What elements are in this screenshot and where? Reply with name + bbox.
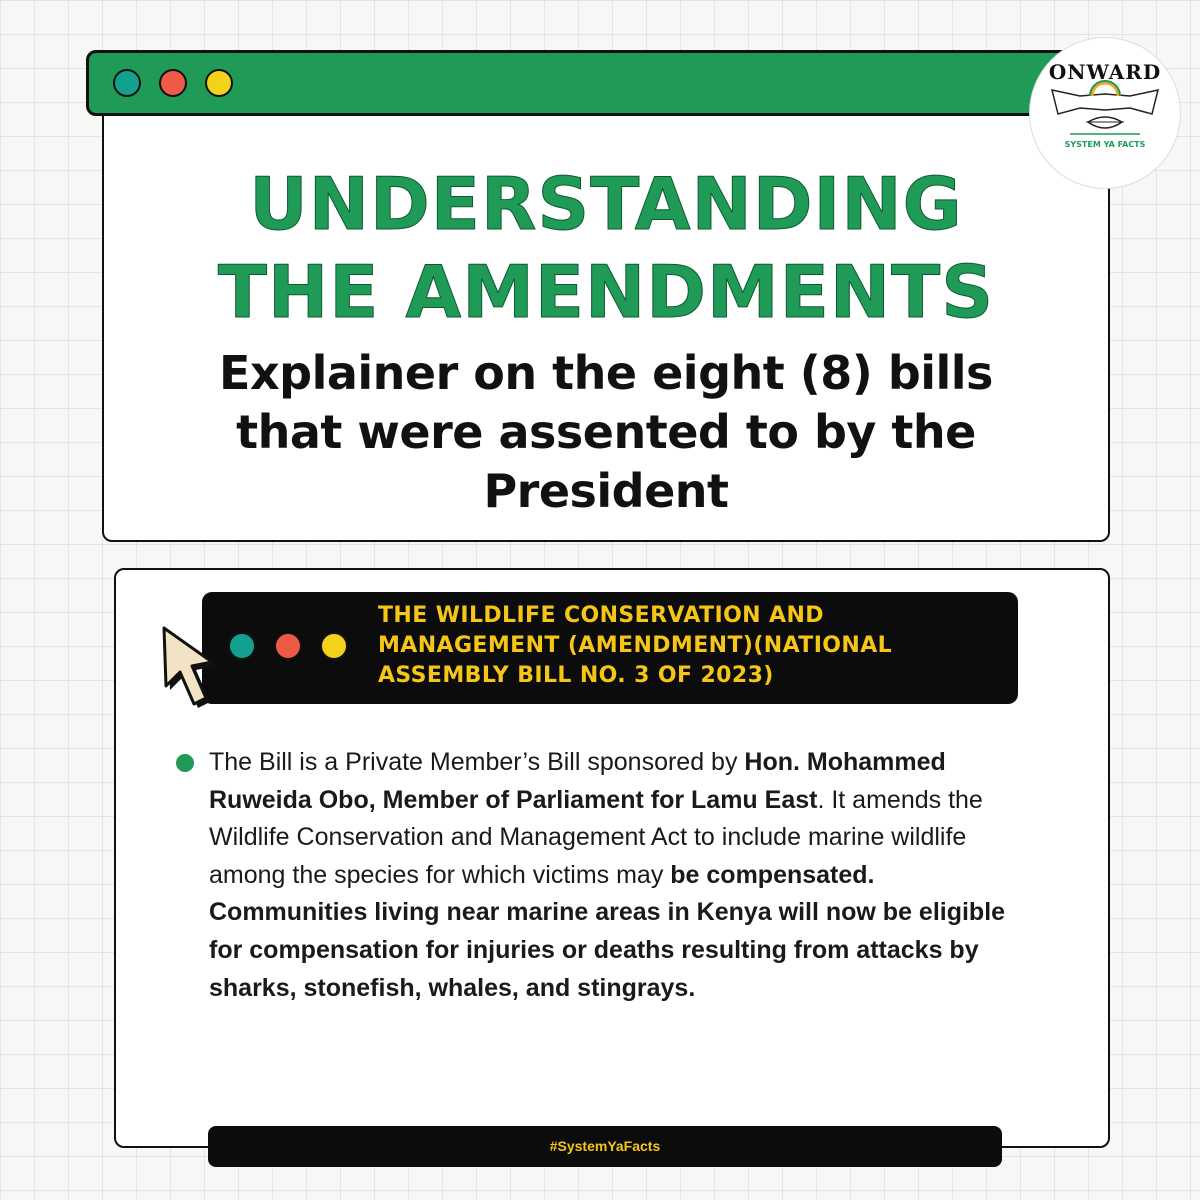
desc-text-1: The Bill is a Private Member’s Bill sponsored by	[209, 748, 745, 776]
page-title-line1: UNDERSTANDING	[249, 162, 963, 246]
subtitle-line2: that were assented to by the	[236, 405, 976, 459]
logo-name: ONWARD	[1048, 60, 1162, 84]
onward-logo	[1030, 38, 1180, 188]
page-title-line2: THE AMENDMENTS	[217, 250, 995, 334]
page-subtitle	[102, 344, 1110, 521]
window-dot-red-icon	[274, 632, 302, 660]
footer-hashtag: #SystemYaFacts	[549, 1138, 661, 1154]
bill-title	[378, 601, 1008, 691]
bullet-icon	[176, 754, 194, 772]
logo-tagline: SYSTEM YA FACTS	[1064, 140, 1146, 149]
desc-sponsor: Hon. Mohammed Ruweida Obo, Member of Parliament for Lamu East	[209, 748, 946, 814]
subtitle-line1: Explainer on the eight (8) bills	[219, 346, 993, 400]
subtitle-line3: President	[483, 464, 729, 518]
bill-title-line1: THE WILDLIFE CONSERVATION AND	[378, 603, 824, 628]
window-dot-yellow-icon	[320, 632, 348, 660]
bill-title-line3: ASSEMBLY BILL NO. 3 OF 2023)	[378, 663, 774, 688]
logo-handshake-icon	[1030, 38, 1180, 188]
window-dot-red-icon	[159, 69, 187, 97]
bill-description	[209, 744, 1039, 1007]
window-dot-yellow-icon	[205, 69, 233, 97]
window-dot-teal-icon	[228, 632, 256, 660]
bill-title-line2: MANAGEMENT (AMENDMENT)(NATIONAL	[378, 633, 893, 658]
desc-text-2: . It amends the Wildlife Conservation and Management Act to include marine wildlife among the species for which victims may	[209, 785, 983, 889]
window-titlebar	[86, 50, 1122, 116]
desc-compensation: be compensated. Communities living near marine areas in Kenya will now be eligible for compensation for injuries or deaths resulting from attacks by sharks, stonefish, whales, and stingrays.	[209, 860, 1006, 1002]
cursor-arrow-icon	[160, 626, 224, 718]
window-dot-teal-icon	[113, 69, 141, 97]
